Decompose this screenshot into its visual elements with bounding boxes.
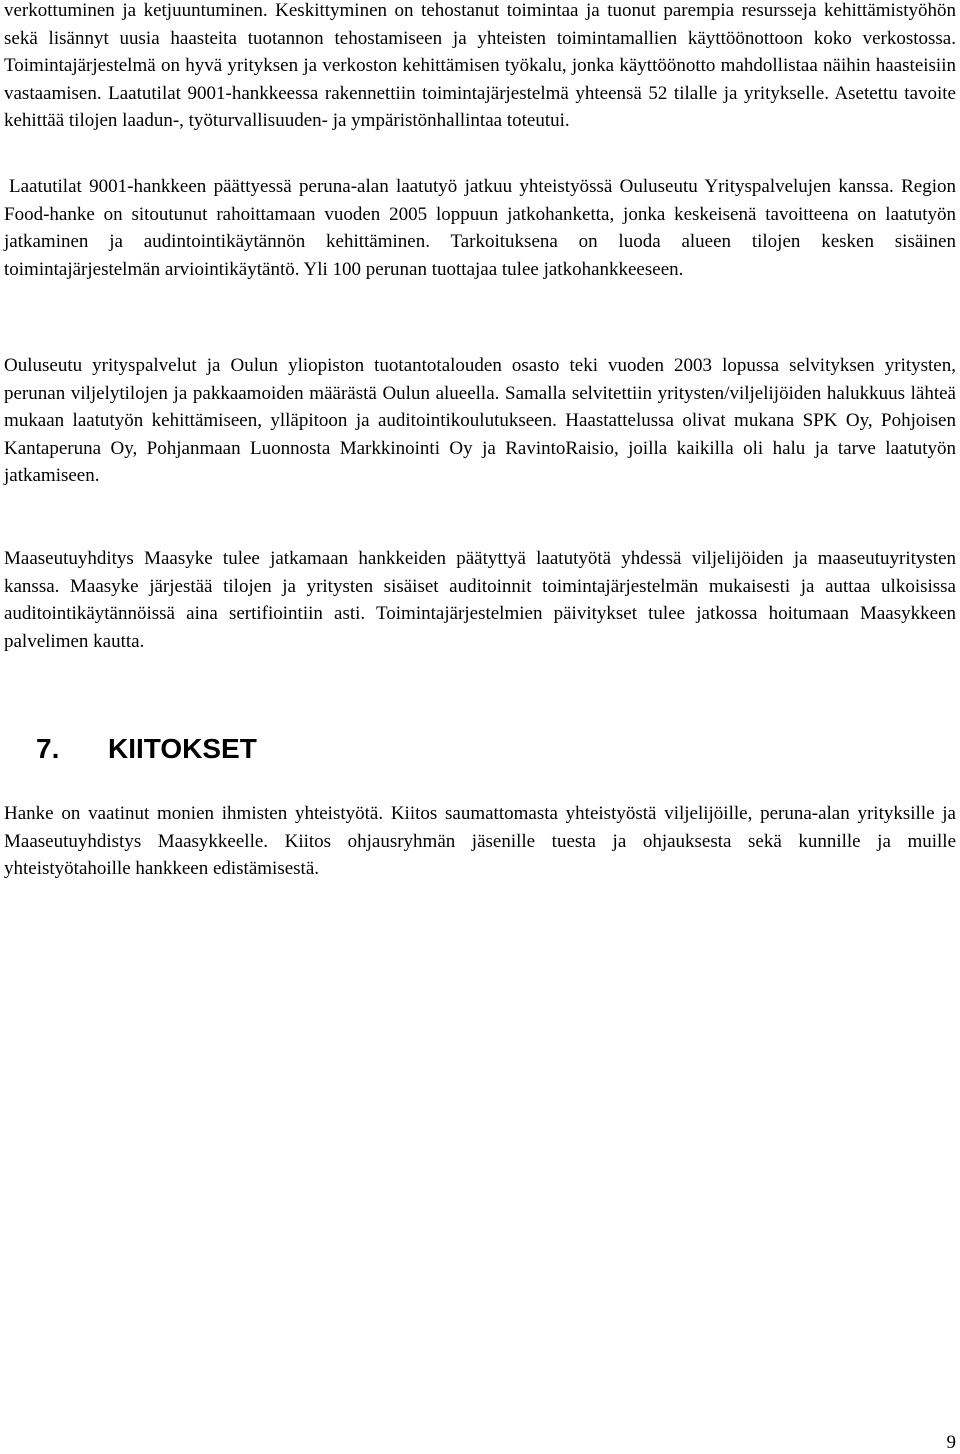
paragraph-maasyke: Maaseutuyhditys Maasyke tulee jatkamaan hankkeiden päätyttyä laatutyötä yhdessä viljelijöiden ja maaseutuyritysten kanssa. Maasyke järjestää tilojen ja yritysten sisäiset auditoinnit toimintajärjestelmän mukaisesti ja auttaa ulkoisissa auditointikäytännöissä aina sertifiointiin asti. Toimintajärjestelmien päivitykset tulee jatkossa hoitumaan Maasykkeen palvelimen kautta. <box>4 548 956 652</box>
section-heading <box>36 733 257 765</box>
page-number: 9 <box>946 1432 956 1453</box>
paragraph-ouluseutu-selvitys: Ouluseutu yrityspalvelut ja Oulun yliopiston tuotantotalouden osasto teki vuoden 2003 lopussa selvityksen yritysten, perunan viljelytilojen ja pakkaamoiden määrästä Oulun alueella. Samalla selvitettiin yritysten/viljelijöiden halukkuus lähteä mukaan laatutyön kehittämiseen, ylläpitoon ja auditointikoulutukseen. Haastattelussa olivat mukana SPK Oy, Pohjoisen Kantaperuna Oy, Pohjanmaan Luonnosta Markkinointi Oy ja RavintoRaisio, joilla kaikilla oli halu ja tarve laatutyön jatkamiseen. <box>4 355 956 486</box>
section-number: 7. <box>36 733 60 764</box>
acknowledgements-block <box>4 800 956 883</box>
section-title: KIITOKSET <box>108 733 257 764</box>
paragraph-verkottuminen: verkottuminen ja ketjuuntuminen. Keskittyminen on tehostanut toimintaa ja tuonut parempia resursseja kehittämistyöhön sekä lisännyt uusia haasteita tuotannon tehostamiseen ja yhteisten toimintamallien käyttöönottoon koko verkostossa. Toimintajärjestelmä on hyvä yrityksen ja verkoston kehittämisen työkalu, jonka käyttöönotto mahdollistaa näihin haasteisiin vastaamisen. Laatutilat 9001-hankkeessa rakennettiin toimintajärjestelmä yhteensä 52 tilalle ja yritykselle. Asetettu tavoite kehittää tilojen laadun-, työturvallisuuden- ja ympäristönhallintaa toteutui. <box>4 0 956 131</box>
paragraph-laatutilat-jatko: Laatutilat 9001-hankkeen päättyessä peruna-alan laatutyö jatkuu yhteistyössä Ouluseutu Yrityspalvelujen kanssa. Region Food-hanke on sitoutunut rahoittamaan vuoden 2005 loppuun jatkohanketta, jonka keskeisenä tavoitteena on laatutyön jatkaminen ja audintointikäytännön kehittäminen. Tarkoituksena on luoda alueen tilojen kesken sisäinen toimintajärjestelmän arviointikäytäntö. Yli 100 perunan tuottajaa tulee jatkohankkeeseen. <box>4 176 956 280</box>
paragraph-kiitokset: Hanke on vaatinut monien ihmisten yhteistyötä. Kiitos saumattomasta yhteistyöstä viljelijöille, peruna-alan yrityksille ja Maaseutuyhdistys Maasykkeelle. Kiitos ohjausryhmän jäsenille tuesta ja ohjauksesta sekä kunnille ja muille yhteistyötahoille hankkeen edistämisestä. <box>4 803 956 879</box>
